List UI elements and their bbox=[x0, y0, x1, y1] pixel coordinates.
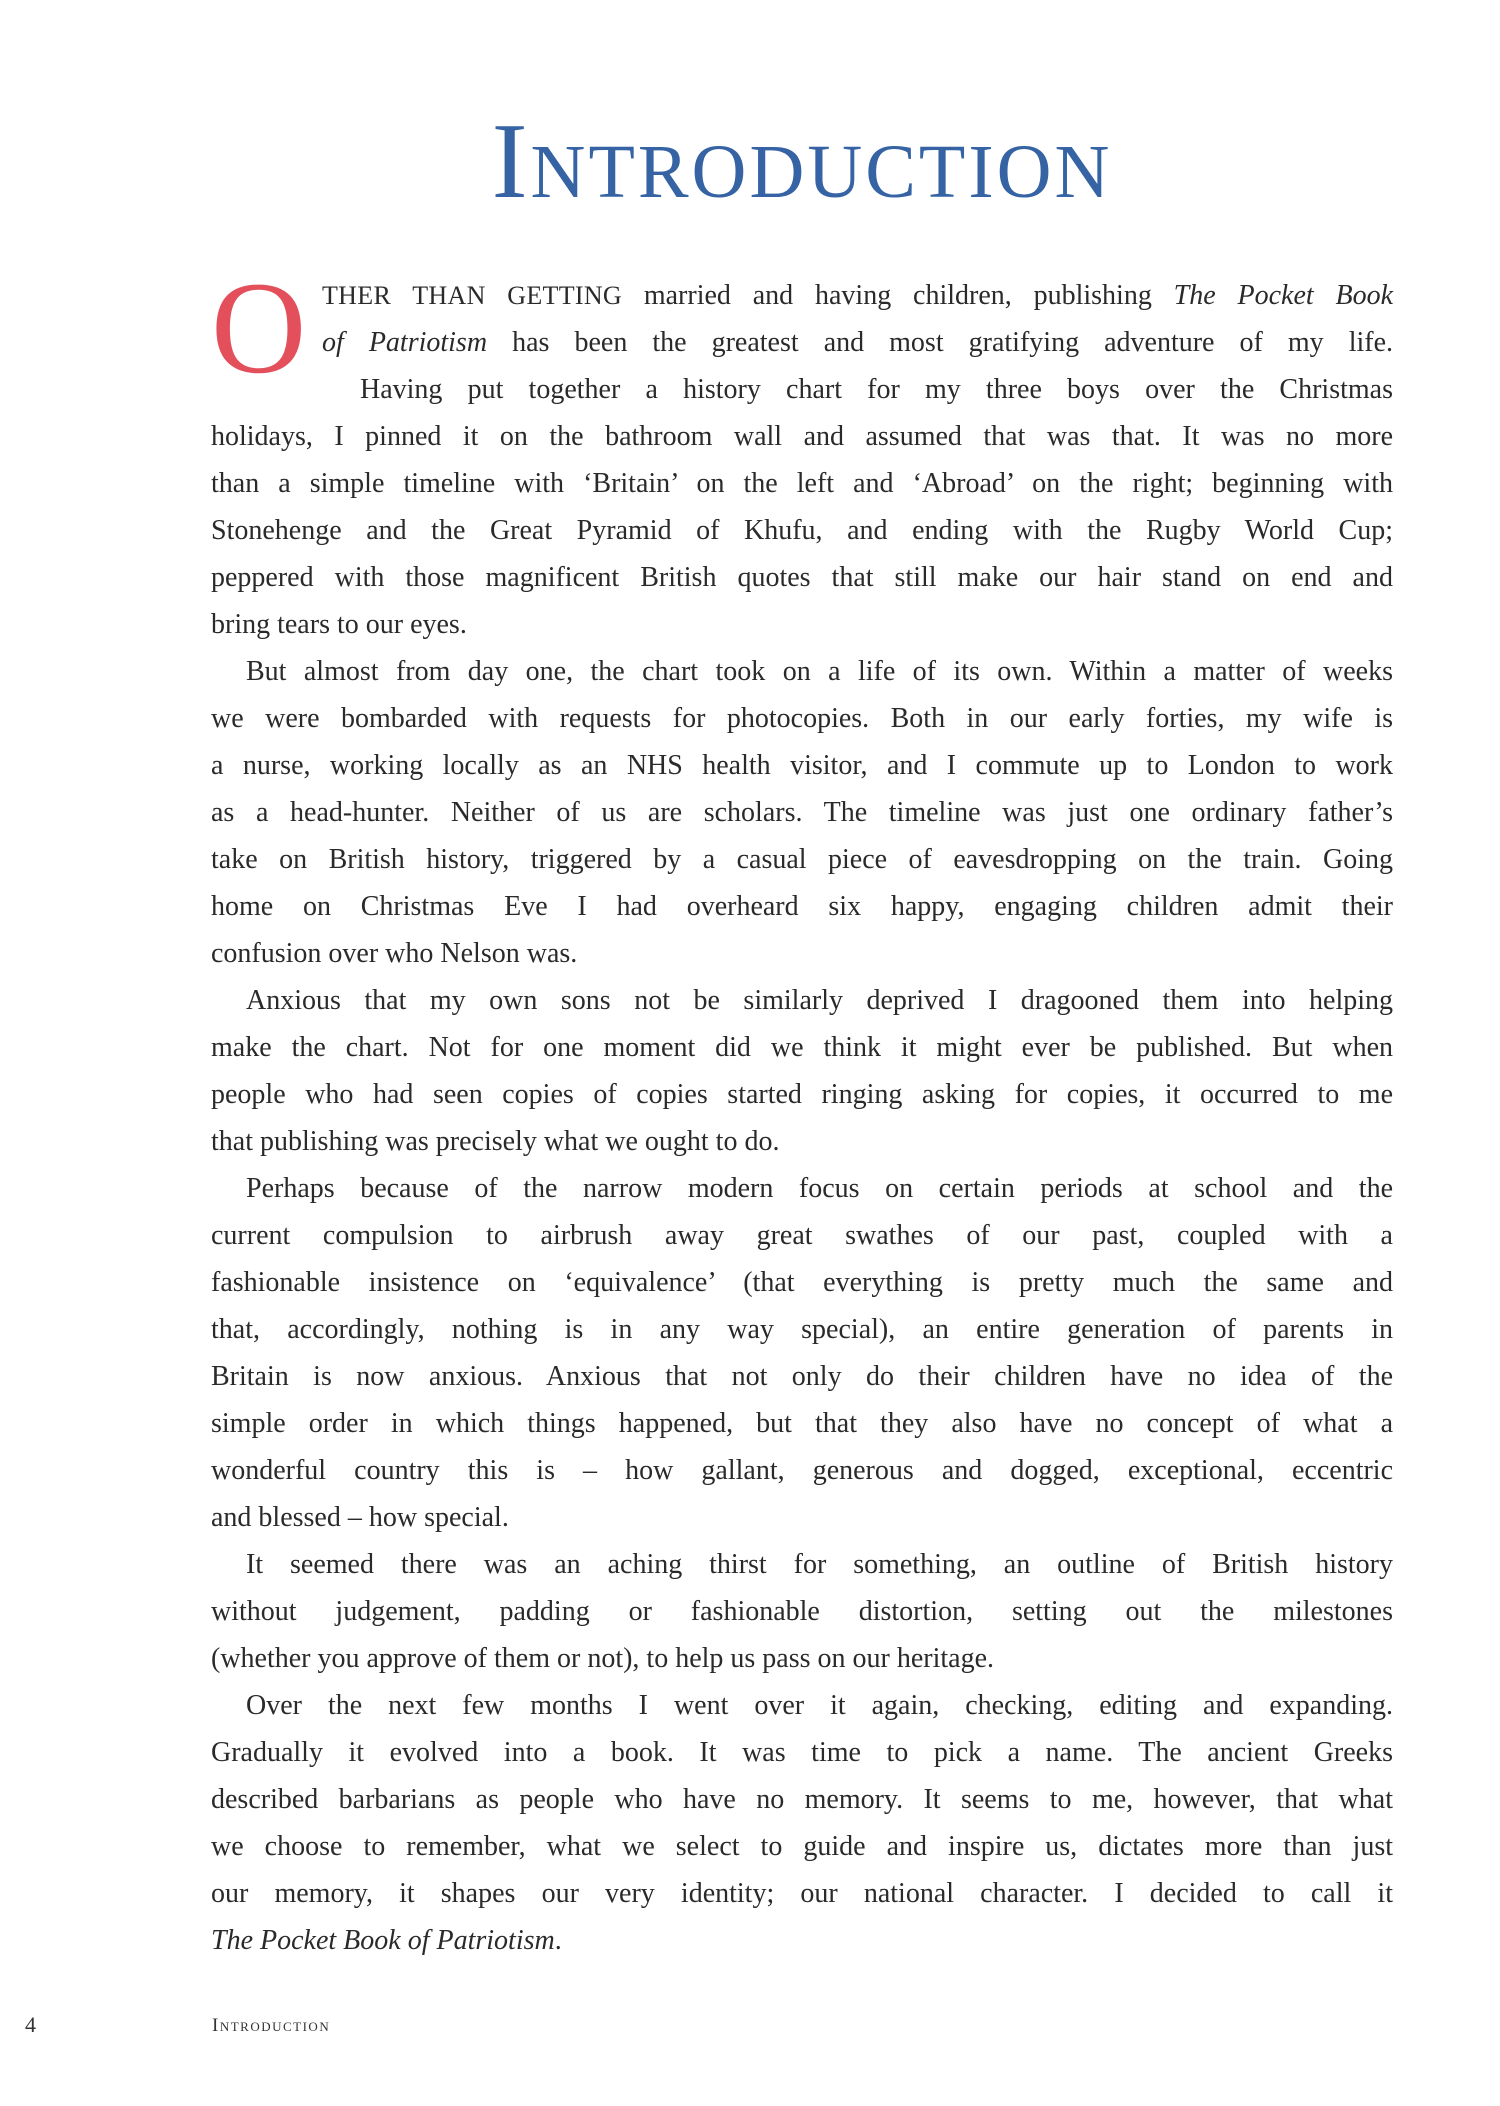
text-line: But almost from day one, the chart took on a life of its own. Within a matter of weeks bbox=[246, 656, 1393, 687]
text-line: wonderful country this is – how gallant, generous and dogged, exceptional, eccentric bbox=[211, 1455, 1393, 1486]
text-line: simple order in which things happened, but that they also have no concept of what a bbox=[211, 1408, 1393, 1439]
paragraph bbox=[211, 1165, 1393, 1541]
text-line: a nurse, working locally as an NHS health visitor, and I commute up to London to work bbox=[211, 750, 1393, 781]
italic-title-text: The Pocket Book bbox=[1173, 280, 1394, 311]
text-line: peppered with those magnificent British quotes that still make our hair stand on end and bbox=[211, 562, 1393, 593]
text-line bbox=[211, 1917, 1393, 1964]
text-line: take on British history, triggered by a casual piece of eavesdropping on the train. Going bbox=[211, 844, 1393, 875]
text-line: people who had seen copies of copies started ringing asking for copies, it occurred to me bbox=[211, 1079, 1393, 1110]
paragraph bbox=[211, 1682, 1393, 1964]
small-caps-text: THER THAN GETTING bbox=[322, 281, 623, 310]
paragraph bbox=[211, 977, 1393, 1165]
text-line: (whether you approve of them or not), to help us pass on our heritage. bbox=[211, 1643, 995, 1674]
paragraph bbox=[211, 1541, 1393, 1682]
text-line: Perhaps because of the narrow modern focus on certain periods at school and the bbox=[246, 1173, 1393, 1204]
drop-cap: O bbox=[211, 254, 307, 401]
text-line: Britain is now anxious. Anxious that not only do their children have no idea of the bbox=[211, 1361, 1393, 1392]
text-line: that, accordingly, nothing is in any way special), an entire generation of parents in bbox=[211, 1314, 1393, 1345]
text-line: described barbarians as people who have no memory. It seems to me, however, that what bbox=[211, 1784, 1393, 1815]
text-line bbox=[211, 272, 1393, 319]
body-text bbox=[211, 272, 1393, 1964]
text-line: confusion over who Nelson was. bbox=[211, 938, 578, 969]
text-line: our memory, it shapes our very identity; our national character. I decided to call it bbox=[211, 1878, 1393, 1909]
text-line: It seemed there was an aching thirst for something, an outline of British history bbox=[246, 1549, 1393, 1580]
text-line: Anxious that my own sons not be similarly deprived I dragooned them into helping bbox=[246, 985, 1393, 1016]
text-line: bring tears to our eyes. bbox=[211, 609, 467, 640]
text-line: current compulsion to airbrush away great swathes of our past, coupled with a bbox=[211, 1220, 1393, 1251]
paragraph bbox=[211, 366, 1393, 648]
italic-title-text: The Pocket Book of Patriotism bbox=[211, 1925, 555, 1956]
text-segment: has been the greatest and most gratifying adventure of my life. bbox=[487, 327, 1394, 358]
text-line bbox=[211, 319, 1393, 366]
page-number: 4 bbox=[25, 2012, 36, 2037]
text-line: Gradually it evolved into a book. It was time to pick a name. The ancient Greeks bbox=[211, 1737, 1393, 1768]
page-title: Introduction bbox=[491, 102, 1113, 221]
text-line: than a simple timeline with ‘Britain’ on the left and ‘Abroad’ on the right; beginning with bbox=[211, 468, 1393, 499]
text-line: we choose to remember, what we select to guide and inspire us, dictates more than just bbox=[211, 1831, 1393, 1862]
text-line: we were bombarded with requests for photocopies. Both in our early forties, my wife is bbox=[211, 703, 1393, 734]
text-line: make the chart. Not for one moment did we think it might ever be published. But when bbox=[211, 1032, 1393, 1063]
paragraph bbox=[211, 272, 1393, 366]
text-line: as a head-hunter. Neither of us are scholars. The timeline was just one ordinary father’s bbox=[211, 797, 1393, 828]
text-line: Having put together a history chart for my three boys over the Christmas bbox=[360, 374, 1393, 405]
text-line: and blessed – how special. bbox=[211, 1502, 509, 1533]
text-line: fashionable insistence on ‘equivalence’ (that everything is pretty much the same and bbox=[211, 1267, 1393, 1298]
text-line: home on Christmas Eve I had overheard six happy, engaging children admit their bbox=[211, 891, 1393, 922]
running-head: Introduction bbox=[212, 2015, 331, 2036]
text-segment: . bbox=[554, 1925, 562, 1956]
italic-title-text: of Patriotism bbox=[322, 327, 488, 358]
text-line: Over the next few months I went over it again, checking, editing and expanding. bbox=[246, 1690, 1393, 1721]
text-line: without judgement, padding or fashionable distortion, setting out the milestones bbox=[211, 1596, 1393, 1627]
text-segment: married and having children, publishing bbox=[622, 280, 1174, 311]
paragraph bbox=[211, 648, 1393, 977]
text-line: that publishing was precisely what we ought to do. bbox=[211, 1126, 780, 1157]
text-line: holidays, I pinned it on the bathroom wall and assumed that was that. It was no more bbox=[211, 421, 1393, 452]
text-line: Stonehenge and the Great Pyramid of Khufu, and ending with the Rugby World Cup; bbox=[211, 515, 1393, 546]
